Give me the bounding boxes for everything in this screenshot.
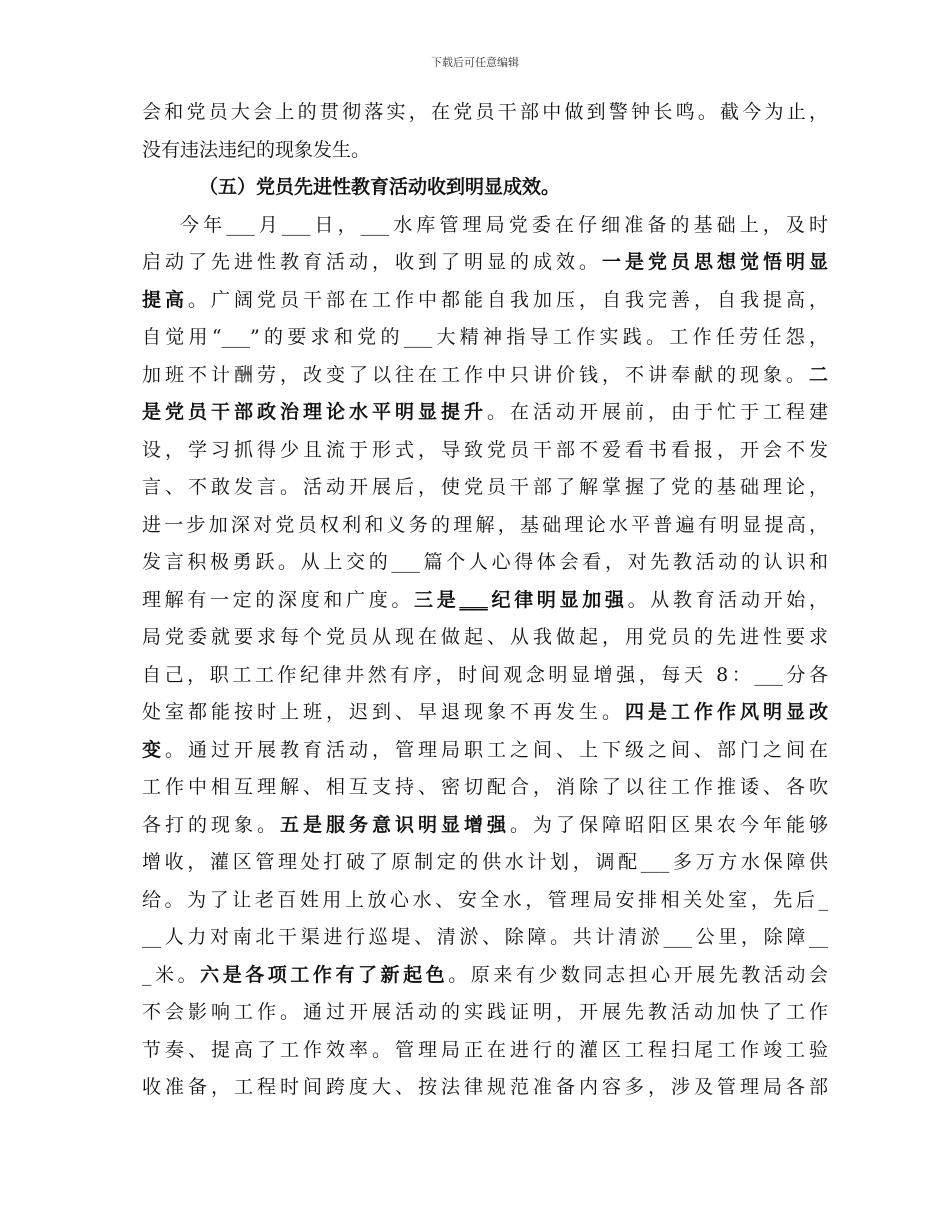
text-line-15: 局党委就要求每个党员从现在做起、从我做起，用党员的先进性要求	[142, 626, 828, 648]
text-line-16: 自己，职工工作纪律井然有序，时间观念明显增强，每天 8：___分各	[142, 663, 828, 686]
text-line-21: 增收，灌区管理处打破了原制定的供水计划，调配___多万方水保障供	[142, 851, 828, 873]
text-line-11: 言、不敢发言。活动开展后，使党员干部了解掌握了党的基础理论，	[142, 476, 828, 498]
text-line-18: 变。通过开展教育活动，管理局职工之间、上下级之间、部门之间在	[142, 738, 828, 761]
text-line-6: 提高。广阔党员干部在工作中都能自我加压，自我完善，自我提高，	[142, 288, 828, 311]
text-line-13: 发言积极勇跃。从上交的___篇个人心得体会看，对先教活动的认识和	[142, 551, 828, 573]
text-line-19: 工作中相互理解、相互支持、密切配合，消除了以往工作推诿、各吹	[142, 776, 828, 798]
text-line-9: 是党员干部政治理论水平明显提升。在活动开展前，由于忙于工程建	[142, 401, 828, 423]
text-line-5: 启动了先进性教育活动，收到了明显的成效。一是党员思想觉悟明显	[142, 251, 828, 273]
text-line-1: 会和党员大会上的贯彻落实，在党员干部中做到警钟长鸣。截今为止，	[142, 101, 828, 123]
text-line-20: 各打的现象。五是服务意识明显增强。为了保障昭阳区果农今年能够	[142, 813, 828, 836]
text-line-26: 节奏、提高了工作效率。管理局正在进行的灌区工程扫尾工作竣工验	[142, 1038, 828, 1061]
text-line-4: 今年___月___日，___水库管理局党委在仔细准备的基础上，及时	[180, 213, 828, 236]
text-line-10: 设，学习抓得少且流于形式，导致党员干部不爱看书看报，开会不发	[142, 438, 828, 461]
text-line-22: 给。为了让老百姓用上放心水、安全水，管理局安排相关处室，先后_	[142, 888, 828, 911]
text-line-12: 进一步加深对党员权利和义务的理解，基础理论水平普遍有明显提高，	[142, 513, 828, 536]
text-line-2: 没有违法违纪的现象发生。	[142, 138, 371, 161]
section-heading: （五）党员先进性教育活动收到明显成效。	[199, 176, 561, 198]
text-line-8: 加班不计酬劳，改变了以往在工作中只讲价钱，不讲奉献的现象。二	[142, 363, 828, 386]
page-header: 下载后可任意编辑	[431, 56, 519, 69]
document-body	[142, 94, 828, 1107]
text-line-23: __人力对南北干渠进行巡堤、清淤、除障。共计清淤___公里，除障__	[142, 926, 828, 948]
text-line-7: 自觉用“___”的要求和党的___大精神指导工作实践。工作任劳任怨，	[142, 326, 828, 348]
text-line-24: _米。六是各项工作有了新起色。原来有少数同志担心开展先教活动会	[142, 963, 828, 986]
text-line-17: 处室都能按时上班，迟到、早退现象不再发生。四是工作作风明显改	[142, 701, 828, 723]
text-line-25: 不会影响工作。通过开展活动的实践证明，开展先教活动加快了工作	[142, 1001, 828, 1023]
text-line-14: 理解有一定的深度和广度。三是___纪律明显加强。从教育活动开始，	[142, 588, 828, 611]
text-line-27: 收准备，工程时间跨度大、按法律规范准备内容多，涉及管理局各部	[142, 1076, 828, 1098]
